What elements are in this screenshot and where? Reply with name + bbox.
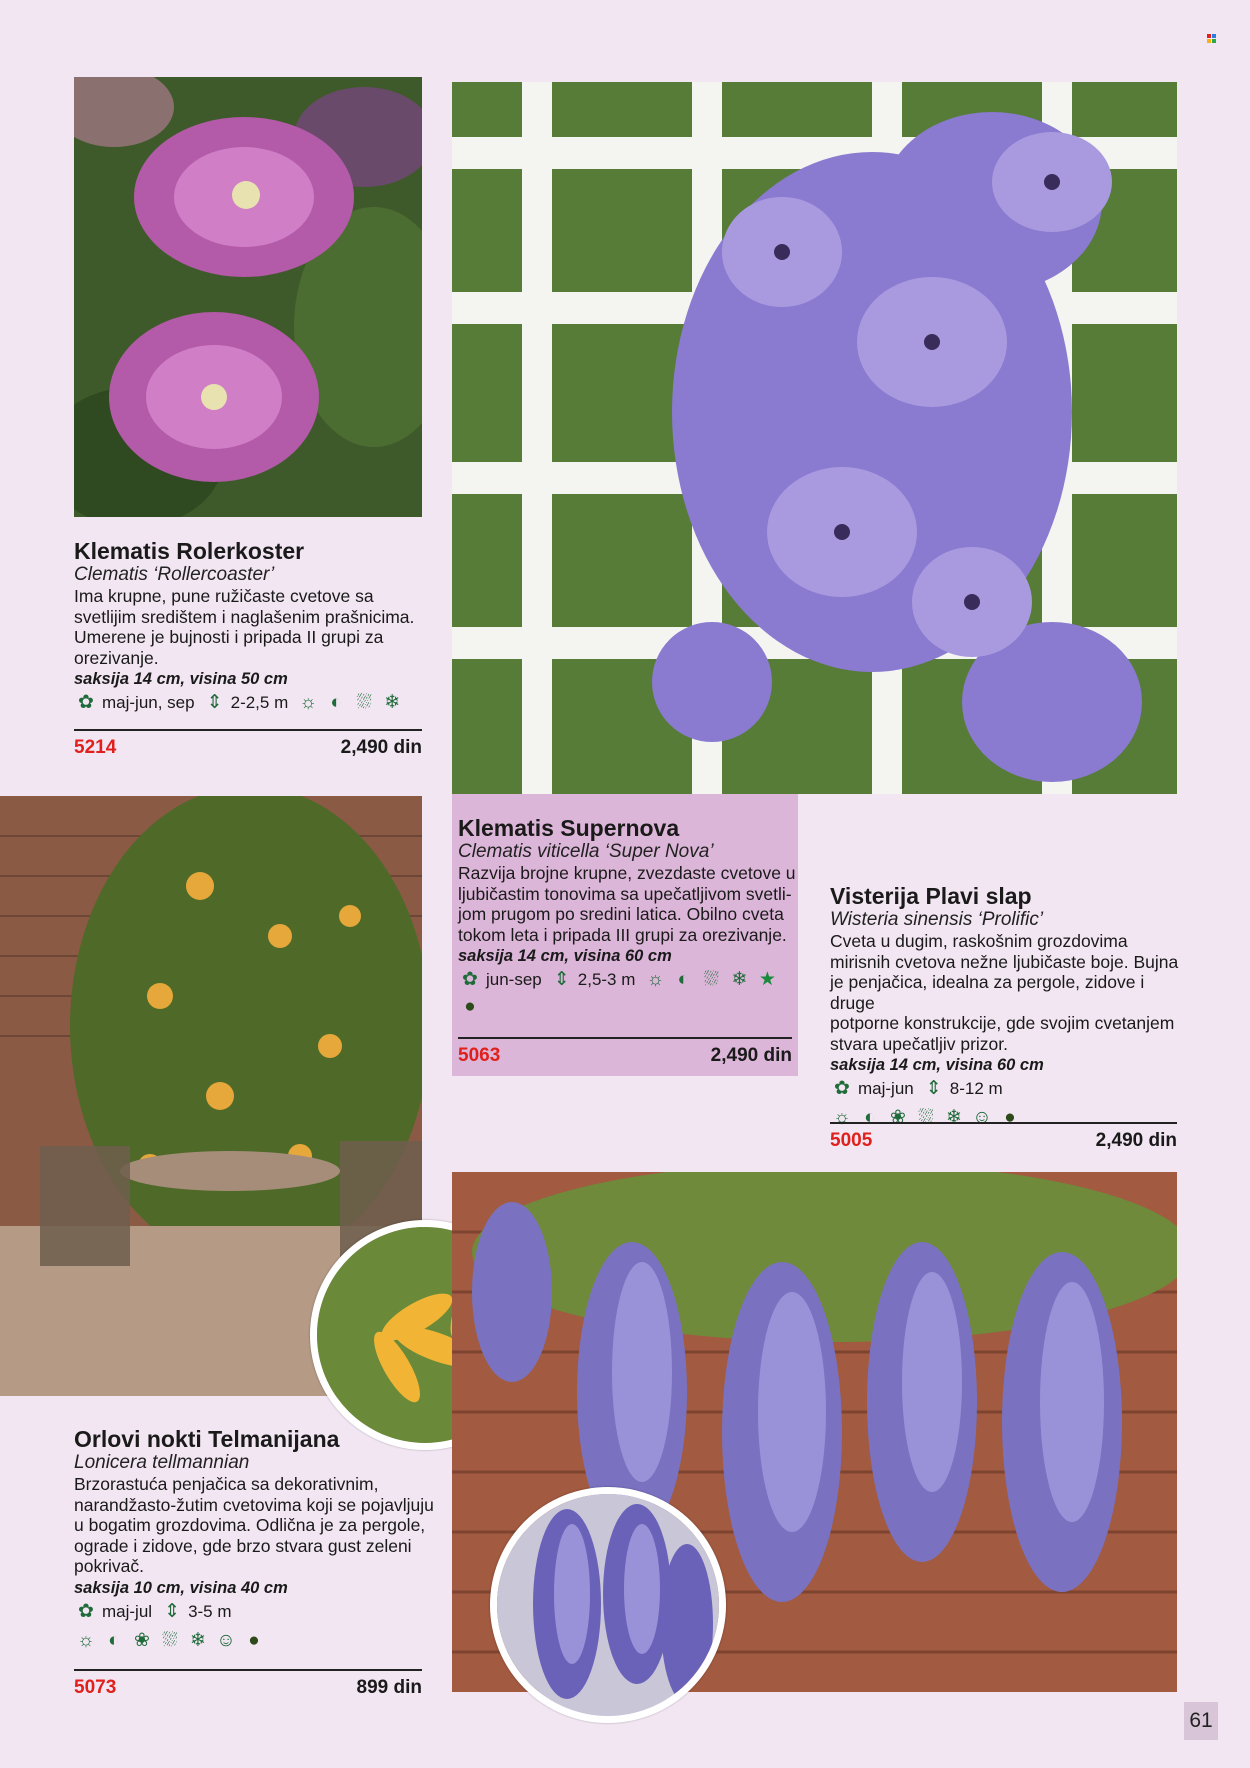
product-pot-size: saksija 14 cm, visina 60 cm xyxy=(830,1056,1044,1074)
product-attributes xyxy=(458,967,798,1019)
product-latin-name: Clematis viticella ‘Super Nova’ xyxy=(458,841,714,862)
photo-clematis-supernova xyxy=(452,82,1177,794)
frost-icon: ❄ xyxy=(946,1107,962,1128)
bee-icon: ● xyxy=(464,996,476,1017)
product-code: 5063 xyxy=(458,1045,501,1066)
product-orlovi-nokti xyxy=(74,1426,434,1653)
sun-icon: ☼ xyxy=(833,1107,851,1128)
bloom-period: jun-sep xyxy=(486,970,542,989)
product-description: Ima krupne, pune ružičaste cvetove sa svetlijim središtem i naglašenim prašnicima. Umerene je bujnosti i pripada II grupi za orezivanje. xyxy=(74,586,415,668)
product-description: Cveta u dugim, raskošnim grozdovima mirisnih cvetova nežne ljubičaste boje. Bujna je penjačica, idealna za pergole, zidove i druge potporne konstrukcije, gde svojim cvetanjem stvara upečatljiv prizor. xyxy=(830,931,1179,1054)
product-price: 2,490 din xyxy=(1095,1130,1177,1151)
watering-can-icon: ⛆ xyxy=(918,1107,934,1128)
product-title: Klematis Rolerkoster xyxy=(74,538,305,564)
half-sun-icon: ◐ xyxy=(108,1629,120,1651)
product-description: Brzorastuća penjačica sa dekorativnim, narandžasto-žutim cvetovima koji se pojavljuju u bogatim grozdovima. Odlična je za pergole, ograde i zidove, gde brzo stvara gust zeleni pokrivač. xyxy=(74,1474,434,1576)
product-title: Visterija Plavi slap xyxy=(830,883,1032,909)
plant-height: 3-5 m xyxy=(188,1601,232,1621)
product-code: 5005 xyxy=(830,1130,873,1151)
height-icon: ⇕ xyxy=(206,692,223,713)
product-code: 5214 xyxy=(74,737,117,758)
star-icon: ★ xyxy=(758,969,776,990)
frost-icon: ❄ xyxy=(384,692,401,713)
photo-clematis-rollercoaster xyxy=(74,77,422,517)
price-bar-visterija xyxy=(830,1122,1177,1158)
sun-icon: ☼ xyxy=(77,1629,95,1651)
price-bar-orlovi-nokti xyxy=(74,1669,422,1705)
product-attributes xyxy=(74,690,424,716)
frost-icon: ❄ xyxy=(731,969,748,990)
fragrance-icon: ❀ xyxy=(134,1629,150,1651)
logo-mark-icon xyxy=(1207,34,1216,43)
price-bar-rolerkoster xyxy=(74,729,422,765)
product-code: 5073 xyxy=(74,1677,117,1698)
frost-icon: ❄ xyxy=(190,1629,206,1651)
bloom-period: maj-jun xyxy=(858,1079,914,1098)
gardener-icon: ☺ xyxy=(216,1629,236,1651)
product-price: 2,490 din xyxy=(710,1045,792,1066)
plant-height: 8-12 m xyxy=(949,1079,1003,1098)
half-sun-icon: ◐ xyxy=(330,692,342,713)
product-latin-name: Lonicera tellmannian xyxy=(74,1452,250,1473)
sun-icon: ☼ xyxy=(299,692,317,713)
flower-icon: ✿ xyxy=(462,969,478,990)
bloom-period: maj-jul xyxy=(102,1601,153,1621)
watering-can-icon: ⛆ xyxy=(356,692,372,713)
plant-height: 2-2,5 m xyxy=(230,693,289,712)
bee-icon: ● xyxy=(248,1629,260,1651)
product-rolerkoster xyxy=(74,538,424,716)
product-price: 899 din xyxy=(356,1677,422,1698)
height-icon: ⇕ xyxy=(553,969,570,990)
fragrance-icon: ❀ xyxy=(890,1107,906,1128)
product-description: Razvija brojne krupne, zvezdaste cvetove u ljubičastim tonovima sa upečatljivom svetli- jom prugom po sredini latica. Obilno cveta tokom leta i pripada III grupi za orezivanje. xyxy=(458,863,796,945)
sun-icon: ☼ xyxy=(646,969,665,990)
watering-can-icon: ⛆ xyxy=(162,1629,178,1651)
flower-icon: ✿ xyxy=(834,1078,850,1099)
product-latin-name: Clematis ‘Rollercoaster’ xyxy=(74,564,275,585)
product-attributes xyxy=(74,1599,434,1653)
product-title: Orlovi nokti Telmanijana xyxy=(74,1426,340,1452)
half-sun-icon: ◐ xyxy=(677,969,690,990)
height-icon: ⇕ xyxy=(925,1078,942,1099)
flower-icon: ✿ xyxy=(78,1600,94,1622)
product-visterija xyxy=(830,883,1180,1130)
watering-can-icon: ⛆ xyxy=(703,969,719,990)
product-latin-name: Wisteria sinensis ‘Prolific’ xyxy=(830,909,1044,930)
height-icon: ⇕ xyxy=(164,1600,181,1622)
bee-icon: ● xyxy=(1004,1107,1016,1128)
product-price: 2,490 din xyxy=(340,737,422,758)
plant-height: 2,5-3 m xyxy=(577,970,636,989)
photo-wisteria-closeup xyxy=(490,1487,726,1723)
product-pot-size: saksija 14 cm, visina 60 cm xyxy=(458,947,672,965)
gardener-icon: ☺ xyxy=(972,1107,992,1128)
half-sun-icon: ◐ xyxy=(864,1107,876,1128)
price-bar-supernova xyxy=(458,1037,792,1073)
page-number: 61 xyxy=(1184,1702,1218,1740)
product-pot-size: saksija 10 cm, visina 40 cm xyxy=(74,1578,288,1597)
product-pot-size: saksija 14 cm, visina 50 cm xyxy=(74,670,288,688)
flower-icon: ✿ xyxy=(78,692,94,713)
bloom-period: maj-jun, sep xyxy=(102,693,195,712)
product-title: Klematis Supernova xyxy=(458,815,680,841)
product-supernova xyxy=(458,815,798,1019)
